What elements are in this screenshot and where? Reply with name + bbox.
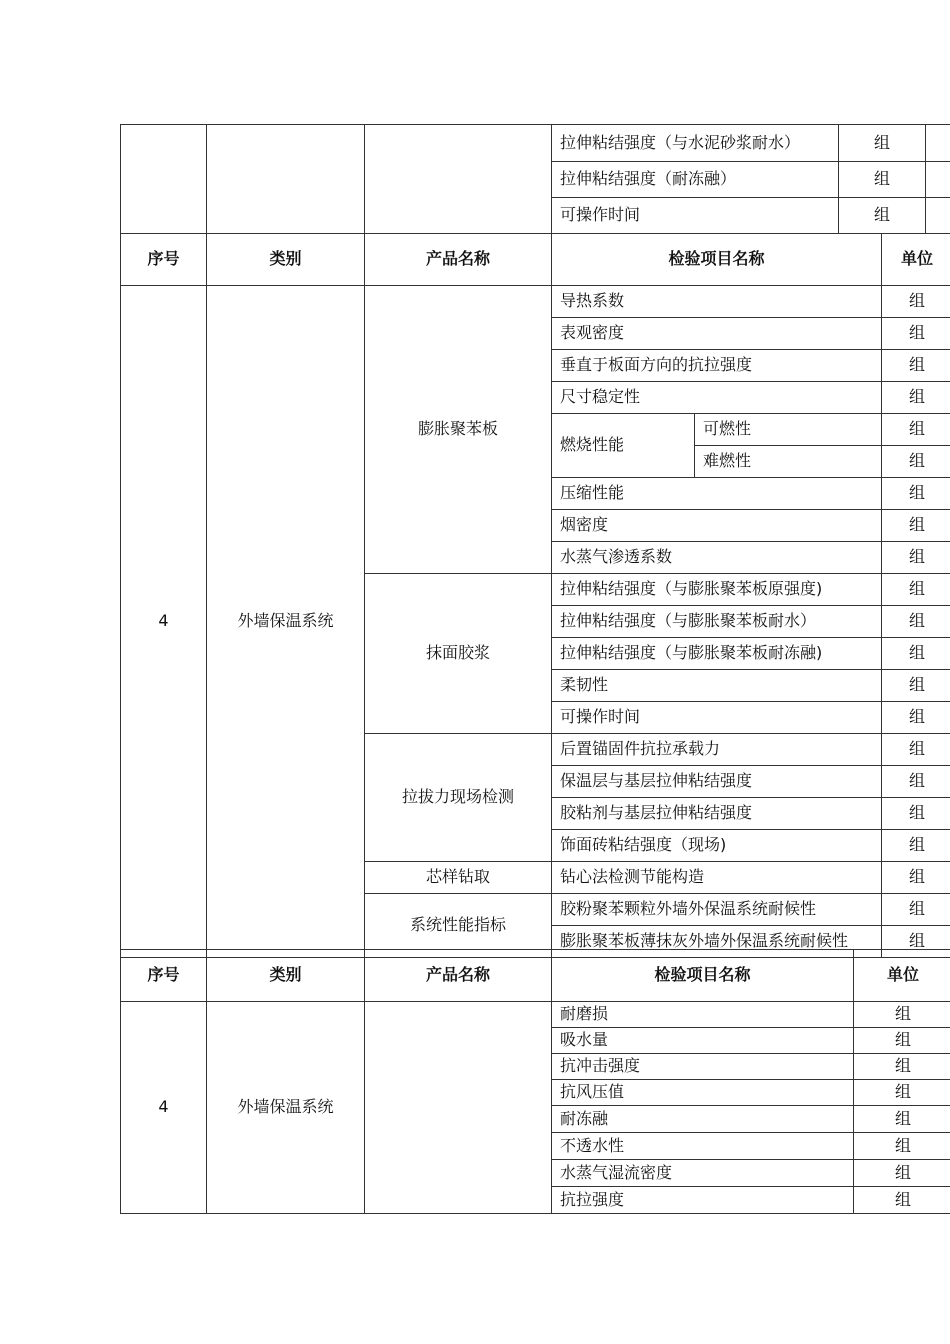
unit-cell: 组 (882, 894, 950, 926)
unit-cell: 组 (882, 446, 950, 478)
unit-cell: 组 (854, 1002, 950, 1028)
unit-cell: 组 (882, 798, 950, 830)
unit-cell: 组 (854, 1054, 950, 1080)
item-cell: 胶粘剂与基层拉伸粘结强度 (552, 798, 882, 830)
item-cell: 钻心法检测节能构造 (552, 862, 882, 894)
unit-cell: 组 (882, 382, 950, 414)
header-category: 类别 (207, 950, 365, 1002)
seq-cell: 4 (121, 1002, 207, 1214)
item-cell: 拉伸粘结强度（耐冻融） (552, 162, 839, 198)
table-bottom (120, 949, 950, 1214)
category-cell (207, 125, 365, 234)
item-cell: 耐磨损 (552, 1002, 854, 1028)
item-cell: 胶粉聚苯颗粒外墙外保温系统耐候性 (552, 894, 882, 926)
unit-cell: 组 (854, 1133, 950, 1160)
product-pull-test: 拉拔力现场检测 (365, 734, 552, 862)
seq-cell (121, 125, 207, 234)
item-cell: 压缩性能 (552, 478, 882, 510)
header-item: 检验项目名称 (552, 950, 854, 1002)
header-seq: 序号 (121, 234, 207, 286)
item-cell: 拉伸粘结强度（与膨胀聚苯板耐水） (552, 606, 882, 638)
item-cell: 抗拉强度 (552, 1187, 854, 1214)
unit-cell: 组 (839, 125, 926, 162)
header-unit: 单位 (882, 234, 950, 286)
item-cell: 可操作时间 (552, 702, 882, 734)
header-category: 类别 (207, 234, 365, 286)
header-product: 产品名称 (365, 234, 552, 286)
unit-cell: 组 (882, 606, 950, 638)
table-main (120, 233, 950, 958)
unit-cell: 组 (882, 574, 950, 606)
header-row (121, 234, 950, 286)
item-cell: 导热系数 (552, 286, 882, 318)
item-cell: 膨胀聚苯板薄抹灰外墙外保温系统耐候性 (552, 926, 882, 958)
item-cell: 吸水量 (552, 1028, 854, 1054)
header-product: 产品名称 (365, 950, 552, 1002)
item-cell: 水蒸气渗透系数 (552, 542, 882, 574)
product-cell (365, 125, 552, 234)
item-cell: 水蒸气湿流密度 (552, 1160, 854, 1187)
unit-cell: 组 (882, 638, 950, 670)
unit-cell: 组 (882, 318, 950, 350)
product-system: 系统性能指标 (365, 894, 552, 958)
item-cell: 饰面砖粘结强度（现场) (552, 830, 882, 862)
item-cell: 尺寸稳定性 (552, 382, 882, 414)
unit-cell: 组 (854, 1187, 950, 1214)
item-cell: 可操作时间 (552, 198, 839, 234)
item-cell: 垂直于板面方向的抗拉强度 (552, 350, 882, 382)
header-unit: 单位 (854, 950, 950, 1002)
item-cell: 表观密度 (552, 318, 882, 350)
unit-cell: 组 (882, 286, 950, 318)
unit-cell: 组 (882, 766, 950, 798)
item-cell: 烟密度 (552, 510, 882, 542)
table-continuation (120, 124, 950, 234)
item-cell: 后置锚固件抗拉承载力 (552, 734, 882, 766)
unit-cell: 组 (839, 198, 926, 234)
extra-cell (926, 162, 950, 198)
unit-cell: 组 (839, 162, 926, 198)
unit-cell: 组 (882, 510, 950, 542)
unit-cell: 组 (882, 862, 950, 894)
burn-sub-item: 难燃性 (695, 446, 882, 478)
unit-cell: 组 (882, 478, 950, 510)
product-eps: 膨胀聚苯板 (365, 286, 552, 574)
category-cell: 外墙保温系统 (207, 286, 365, 958)
product-core: 芯样钻取 (365, 862, 552, 894)
unit-cell: 组 (854, 1028, 950, 1054)
item-cell: 抗冲击强度 (552, 1054, 854, 1080)
item-cell: 抗风压值 (552, 1080, 854, 1106)
extra-cell (926, 125, 950, 162)
item-cell: 耐冻融 (552, 1106, 854, 1133)
header-item: 检验项目名称 (552, 234, 882, 286)
unit-cell: 组 (854, 1106, 950, 1133)
unit-cell: 组 (882, 830, 950, 862)
seq-cell: 4 (121, 286, 207, 958)
item-cell: 柔韧性 (552, 670, 882, 702)
burn-label: 燃烧性能 (552, 414, 695, 478)
item-cell: 拉伸粘结强度（与膨胀聚苯板耐冻融) (552, 638, 882, 670)
item-cell: 不透水性 (552, 1133, 854, 1160)
burn-sub-item: 可燃性 (695, 414, 882, 446)
unit-cell: 组 (882, 734, 950, 766)
unit-cell: 组 (882, 926, 950, 958)
unit-cell: 组 (854, 1080, 950, 1106)
category-cell: 外墙保温系统 (207, 1002, 365, 1214)
header-seq: 序号 (121, 950, 207, 1002)
unit-cell: 组 (882, 350, 950, 382)
unit-cell: 组 (882, 702, 950, 734)
unit-cell: 组 (882, 414, 950, 446)
product-cell (365, 1002, 552, 1214)
unit-cell: 组 (882, 670, 950, 702)
extra-cell (926, 198, 950, 234)
product-mortar: 抹面胶浆 (365, 574, 552, 734)
unit-cell: 组 (854, 1160, 950, 1187)
header-row (121, 950, 950, 1002)
item-cell: 拉伸粘结强度（与水泥砂浆耐水） (552, 125, 839, 162)
item-cell: 拉伸粘结强度（与膨胀聚苯板原强度) (552, 574, 882, 606)
unit-cell: 组 (882, 542, 950, 574)
item-cell: 保温层与基层拉伸粘结强度 (552, 766, 882, 798)
